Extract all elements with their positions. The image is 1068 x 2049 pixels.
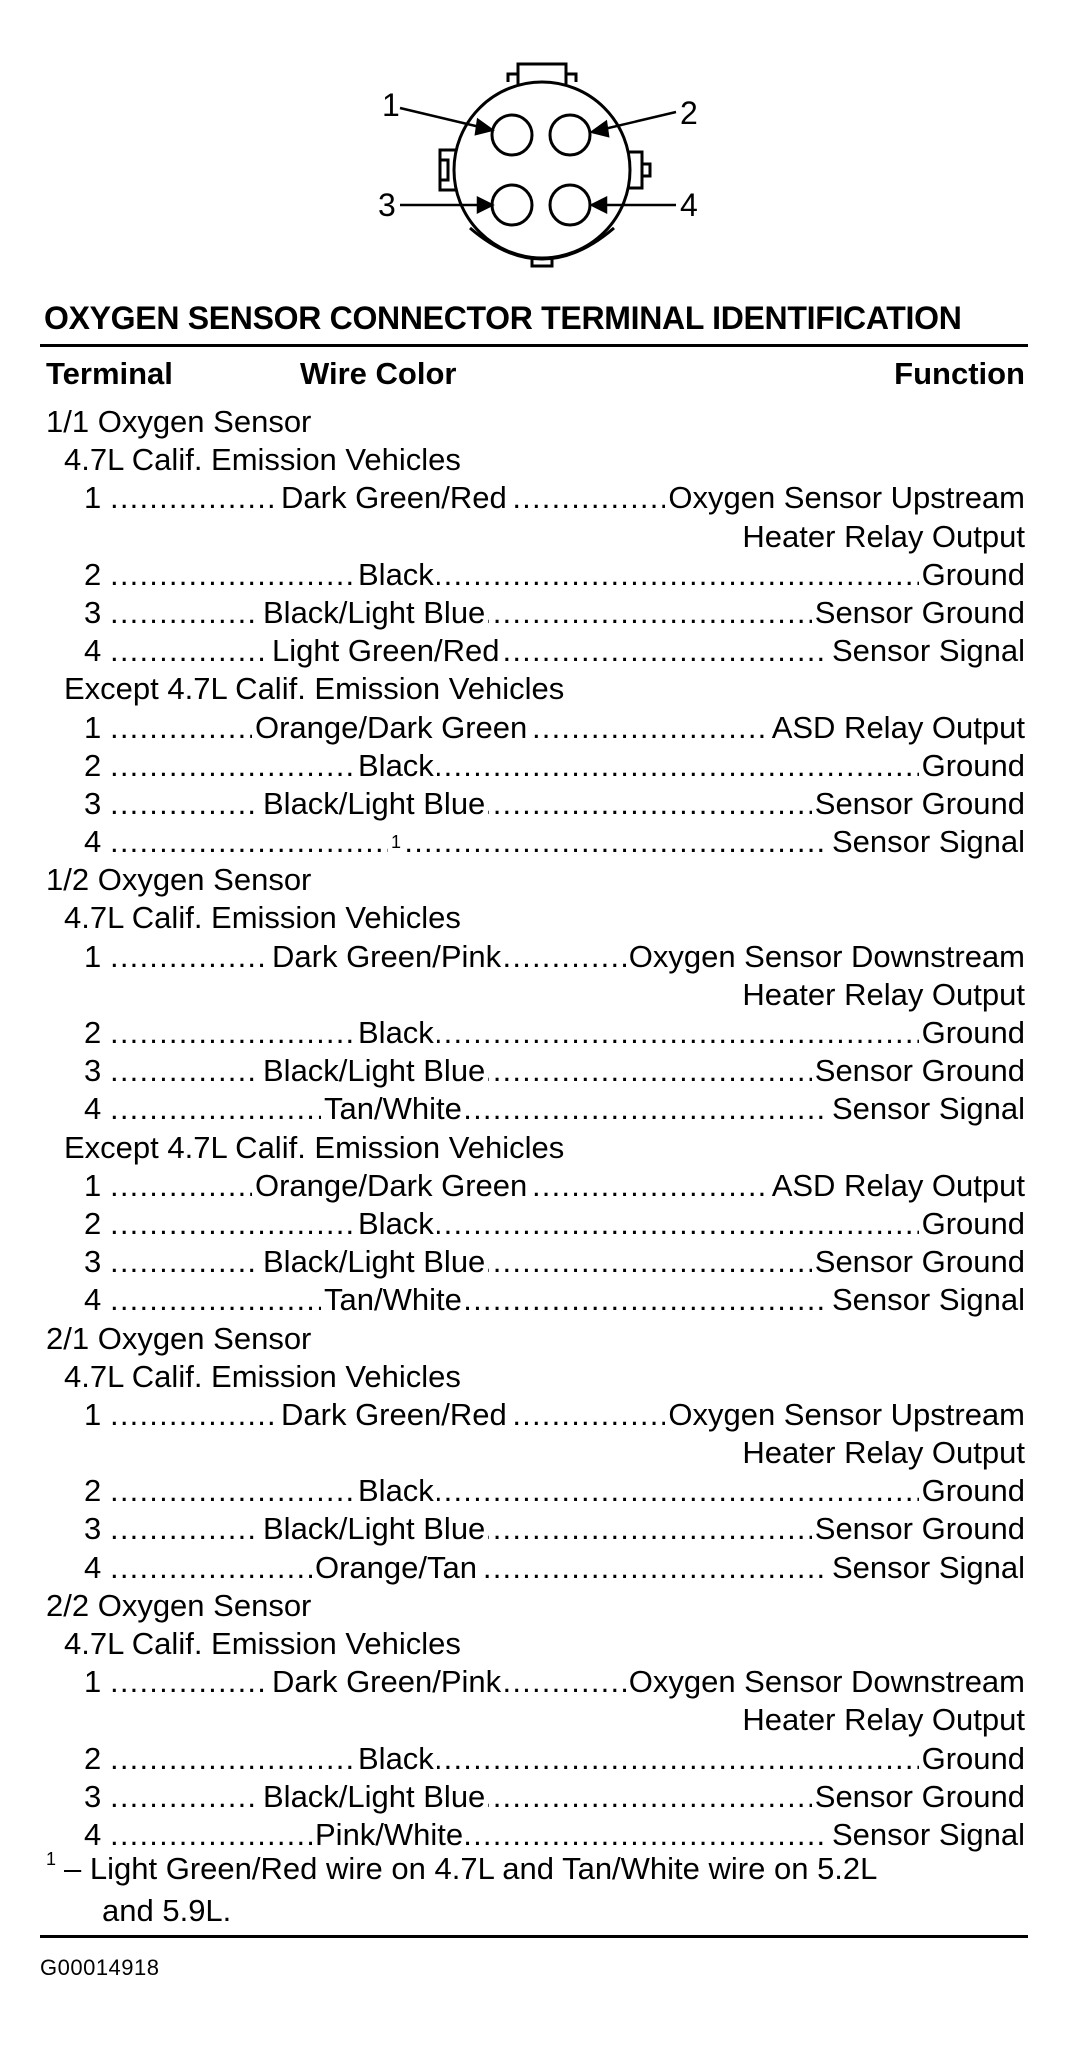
- wire-color-cell: Tan/White: [321, 1090, 465, 1128]
- table-row: [0, 1778, 1068, 1816]
- terminal-cell: 3: [84, 1053, 102, 1089]
- wire-color-cell: Black/Light Blue: [260, 1243, 488, 1281]
- wire-color-cell: Dark Green/Red: [278, 479, 510, 517]
- wire-color-cell: Orange/Dark Green: [252, 1167, 530, 1205]
- pin-label-3: 3: [378, 187, 396, 223]
- column-headers: [0, 356, 1068, 396]
- table-row: [0, 1663, 1068, 1701]
- terminal-cell: 1: [84, 1396, 102, 1432]
- terminal-table: [0, 403, 1068, 1854]
- function-cell: Oxygen Sensor Downstream: [626, 1663, 1025, 1701]
- function-cell: Sensor Ground: [812, 785, 1025, 823]
- function-cell: Oxygen Sensor Upstream: [665, 479, 1025, 517]
- function-cell: Sensor Signal: [829, 823, 1025, 861]
- table-row-continuation: [0, 1701, 1068, 1739]
- wire-color-cell: Dark Green/Pink: [269, 938, 504, 976]
- pin-2: [550, 115, 590, 155]
- wire-color-cell: Black/Light Blue: [260, 594, 488, 632]
- connector-diagram: [0, 0, 1068, 290]
- terminal-cell: 4: [84, 1816, 102, 1852]
- pin-label-2: 2: [680, 95, 698, 131]
- terminal-cell: 2: [84, 1205, 102, 1241]
- table-row: [0, 1090, 1068, 1128]
- function-cell: Sensor Signal: [829, 1816, 1025, 1854]
- function-cell: Heater Relay Output: [739, 976, 1025, 1014]
- wire-color-cell: Black: [355, 556, 437, 594]
- terminal-cell: 4: [84, 1091, 102, 1127]
- wire-color-cell: Black: [355, 1472, 437, 1510]
- terminal-cell: 2: [84, 1740, 102, 1776]
- wire-color-cell: Orange/Dark Green: [252, 709, 530, 747]
- function-cell: Sensor Signal: [829, 1090, 1025, 1128]
- table-row: [0, 1510, 1068, 1548]
- function-cell: Ground: [919, 1472, 1025, 1510]
- function-cell: Oxygen Sensor Upstream: [665, 1396, 1025, 1434]
- vehicle-group-heading: Except 4.7L Calif. Emission Vehicles: [64, 671, 565, 707]
- function-cell: Sensor Ground: [812, 1052, 1025, 1090]
- bottom-rule: [40, 1935, 1028, 1938]
- footnote-mark: 1: [46, 1849, 57, 1869]
- terminal-cell: 1: [84, 1664, 102, 1700]
- leader-dots: [110, 1014, 1025, 1052]
- function-cell: Sensor Signal: [829, 632, 1025, 670]
- terminal-cell: 3: [84, 1778, 102, 1814]
- table-row: [0, 632, 1068, 670]
- function-column-header: Function: [894, 356, 1025, 391]
- table-row: [0, 785, 1068, 823]
- function-cell: Sensor Signal: [829, 1281, 1025, 1319]
- wire-color-cell: Black: [355, 747, 437, 785]
- wire-color-cell: Black: [355, 1014, 437, 1052]
- pin-label-1: 1: [382, 87, 400, 123]
- terminal-cell: 4: [84, 1282, 102, 1318]
- terminal-cell: 3: [84, 785, 102, 821]
- table-title: OXYGEN SENSOR CONNECTOR TERMINAL IDENTIFICATION: [44, 300, 962, 336]
- table-row: [0, 1243, 1068, 1281]
- function-cell: Ground: [919, 1014, 1025, 1052]
- function-cell: Sensor Ground: [812, 594, 1025, 632]
- wire-color-cell: Black: [355, 1205, 437, 1243]
- table-row: [0, 594, 1068, 632]
- table-row: [0, 1396, 1068, 1434]
- function-cell: ASD Relay Output: [769, 1167, 1025, 1205]
- wire-color-cell: Black/Light Blue: [260, 785, 488, 823]
- terminal-cell: 4: [84, 633, 102, 669]
- table-row: [0, 1816, 1068, 1854]
- title-rule: [40, 344, 1028, 347]
- terminal-cell: 3: [84, 594, 102, 630]
- footnote-line-1: – Light Green/Red wire on 4.7L and Tan/White wire on 5.2L: [64, 1851, 878, 1886]
- function-cell: ASD Relay Output: [769, 709, 1025, 747]
- table-row: [0, 1205, 1068, 1243]
- wire-color-cell: Black/Light Blue: [260, 1510, 488, 1548]
- terminal-cell: 2: [84, 1473, 102, 1509]
- vehicle-group-heading: 4.7L Calif. Emission Vehicles: [64, 442, 461, 478]
- function-cell: Ground: [919, 1205, 1025, 1243]
- function-cell: Ground: [919, 556, 1025, 594]
- terminal-cell: 3: [84, 1244, 102, 1280]
- vehicle-group-heading: 4.7L Calif. Emission Vehicles: [64, 1358, 461, 1394]
- leader-dots: [110, 1472, 1025, 1510]
- table-row-continuation: [0, 1434, 1068, 1472]
- table-row: [0, 556, 1068, 594]
- figure-id: G00014918: [40, 1955, 160, 1980]
- terminal-cell: 2: [84, 556, 102, 592]
- vehicle-group-heading: 4.7L Calif. Emission Vehicles: [64, 1626, 461, 1661]
- table-row: [0, 1167, 1068, 1205]
- wire-color-cell: Light Green/Red: [269, 632, 502, 670]
- leader-dots: [110, 1205, 1025, 1243]
- pin-1: [492, 115, 532, 155]
- function-cell: Heater Relay Output: [739, 1434, 1025, 1472]
- function-cell: Sensor Signal: [829, 1549, 1025, 1587]
- wire-color-column-header: Wire Color: [300, 356, 457, 391]
- terminal-cell: 1: [84, 480, 102, 516]
- table-row: [0, 709, 1068, 747]
- table-row: [0, 1052, 1068, 1090]
- function-cell: Sensor Ground: [812, 1778, 1025, 1816]
- vehicle-group-heading: 4.7L Calif. Emission Vehicles: [64, 900, 461, 936]
- pin-4: [550, 185, 590, 225]
- table-row: [0, 1281, 1068, 1319]
- pin-label-4: 4: [680, 187, 698, 223]
- terminal-cell: 1: [84, 709, 102, 745]
- terminal-cell: 4: [84, 1549, 102, 1585]
- pin-3: [492, 185, 532, 225]
- table-row-continuation: [0, 518, 1068, 556]
- function-cell: Ground: [919, 1740, 1025, 1778]
- wire-color-cell: Orange/Tan: [312, 1549, 480, 1587]
- sensor-section-heading: 1/2 Oxygen Sensor: [46, 862, 312, 898]
- terminal-column-header: Terminal: [46, 356, 173, 391]
- terminal-cell: 2: [84, 1015, 102, 1050]
- leader-dots: [110, 1740, 1025, 1778]
- terminal-cell: 4: [84, 824, 102, 860]
- wire-color-cell: Tan/White: [321, 1281, 465, 1319]
- footnote: [46, 1850, 1006, 1930]
- terminal-cell: 3: [84, 1511, 102, 1547]
- terminal-cell: 2: [84, 747, 102, 783]
- leader-dots: [110, 747, 1025, 785]
- table-row: [0, 747, 1068, 785]
- wire-color-cell: Dark Green/Red: [278, 1396, 510, 1434]
- leader-dots: [110, 556, 1025, 594]
- wire-color-cell: Dark Green/Pink: [269, 1663, 504, 1701]
- wire-color-cell: 1: [388, 823, 404, 861]
- sensor-section-heading: 2/1 Oxygen Sensor: [46, 1320, 312, 1356]
- wire-color-cell: Black: [355, 1740, 437, 1778]
- function-cell: Sensor Ground: [812, 1243, 1025, 1281]
- wire-color-cell: Black/Light Blue: [260, 1778, 488, 1816]
- function-cell: Heater Relay Output: [739, 518, 1025, 556]
- function-cell: Ground: [919, 747, 1025, 785]
- table-row: [0, 1472, 1068, 1510]
- terminal-cell: 1: [84, 1167, 102, 1203]
- vehicle-group-heading: Except 4.7L Calif. Emission Vehicles: [64, 1129, 565, 1165]
- function-cell: Oxygen Sensor Downstream: [626, 938, 1025, 976]
- table-row: [0, 823, 1068, 861]
- table-row-continuation: [0, 976, 1068, 1014]
- terminal-cell: 1: [84, 938, 102, 974]
- wire-color-cell: Pink/White: [312, 1816, 466, 1854]
- connector-housing: [454, 82, 630, 258]
- sensor-section-heading: 1/1 Oxygen Sensor: [46, 404, 312, 439]
- table-row: [0, 1549, 1068, 1587]
- sensor-section-heading: 2/2 Oxygen Sensor: [46, 1587, 312, 1623]
- table-row: [0, 1740, 1068, 1778]
- connector-drawing: [0, 0, 1068, 290]
- function-cell: Heater Relay Output: [739, 1701, 1025, 1739]
- table-row: [0, 938, 1068, 976]
- table-row: [0, 479, 1068, 517]
- footnote-line-2: and 5.9L.: [102, 1893, 232, 1928]
- wire-color-cell: Black/Light Blue: [260, 1052, 488, 1090]
- function-cell: Sensor Ground: [812, 1510, 1025, 1548]
- table-row: [0, 1014, 1068, 1052]
